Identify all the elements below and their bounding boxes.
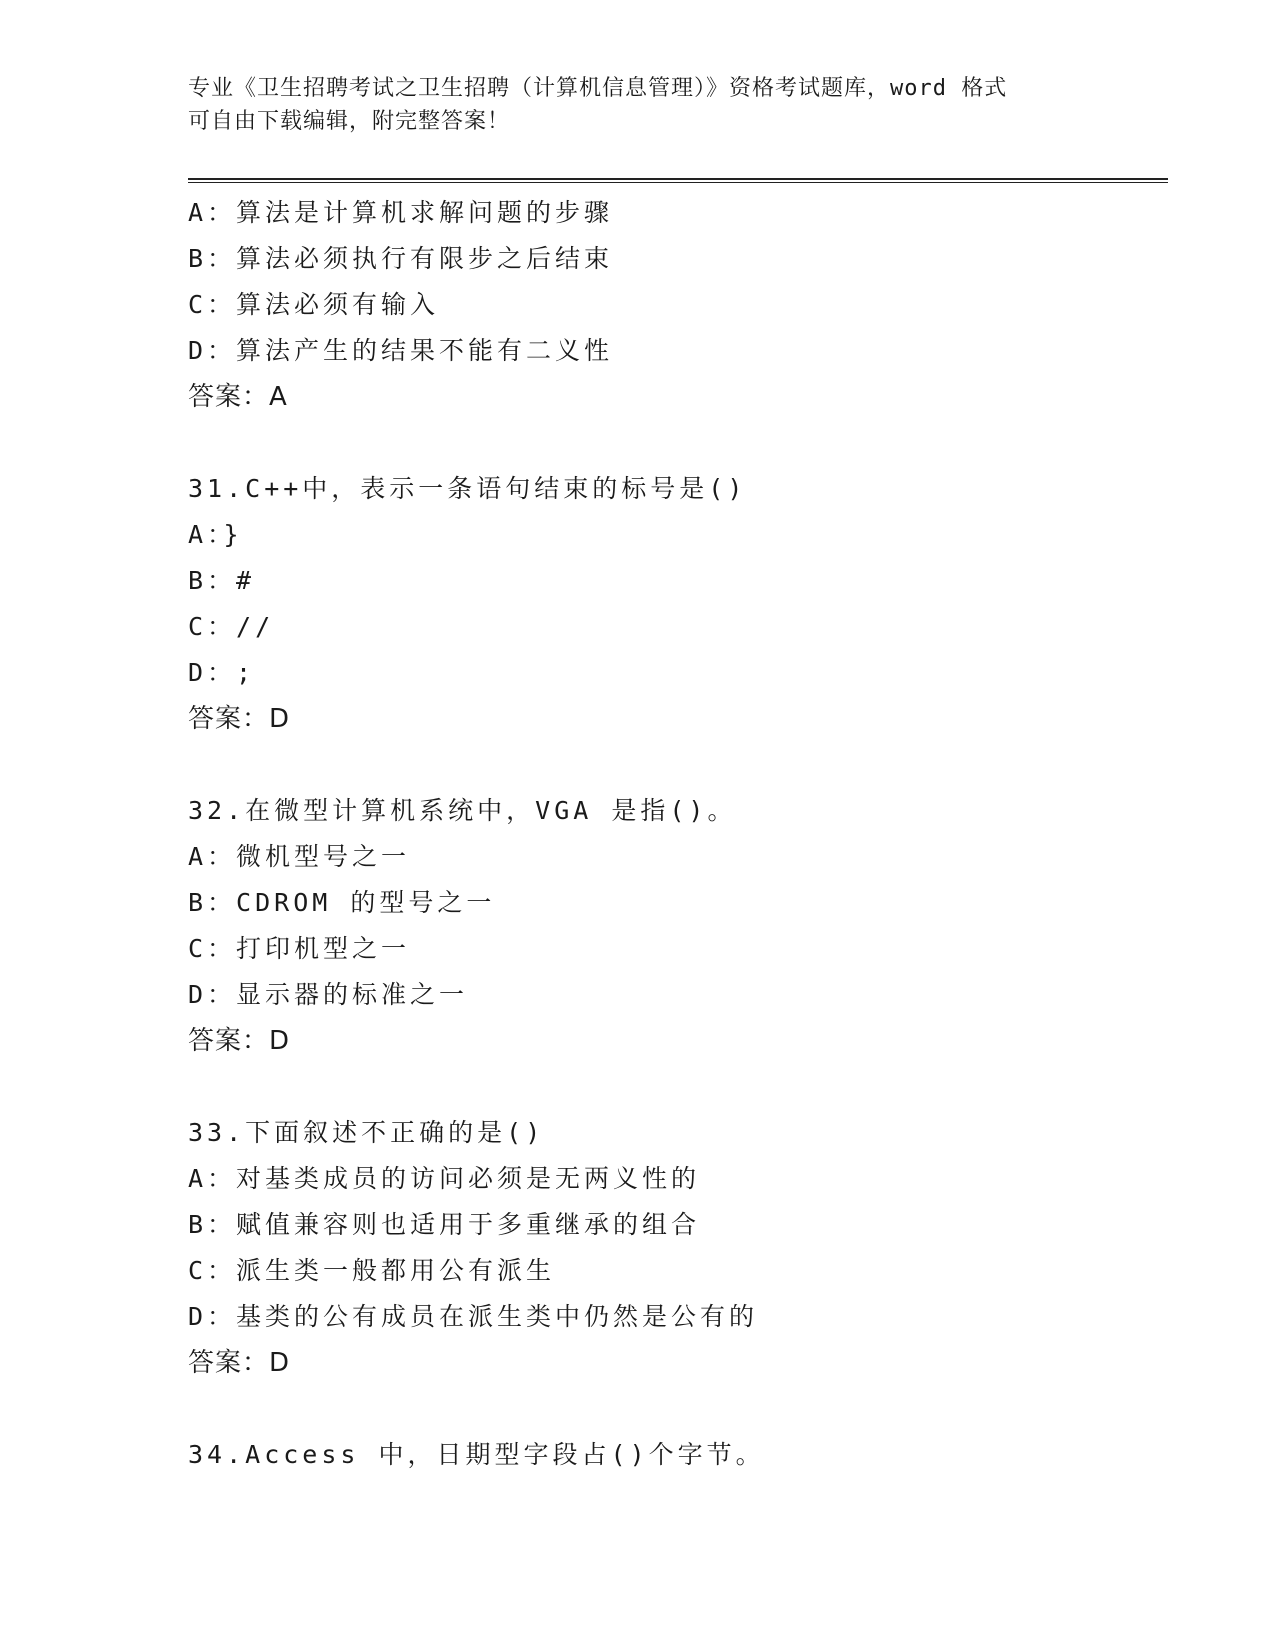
question-block <box>188 190 1168 420</box>
question-block <box>188 466 1168 742</box>
option-b: B：赋值兼容则也适用于多重继承的组合 <box>188 1210 701 1239</box>
option-a: A：算法是计算机求解问题的步骤 <box>188 198 614 227</box>
option-a: A：对基类成员的访问必须是无两义性的 <box>188 1164 701 1193</box>
option-d: D：显示器的标准之一 <box>188 980 469 1009</box>
header-line-1: 专业《卫生招聘考试之卫生招聘（计算机信息管理）》资格考试题库，word 格式 <box>188 76 1008 101</box>
question-list <box>188 190 1168 1478</box>
answer-line: 答案：D <box>188 1026 291 1056</box>
spacer <box>188 1064 1168 1110</box>
question-block <box>188 1110 1168 1386</box>
question-text: 34.Access 中，日期型字段占()个字节。 <box>188 1440 765 1469</box>
spacer <box>188 420 1168 466</box>
header-line-2: 可自由下载编辑，附完整答案！ <box>188 109 511 134</box>
question-block <box>188 1432 1168 1478</box>
option-d: D：算法产生的结果不能有二义性 <box>188 336 614 365</box>
spacer <box>188 742 1168 788</box>
option-a: A：} <box>188 520 243 549</box>
option-c: C：打印机型之一 <box>188 934 411 963</box>
question-text: 31.C++中，表示一条语句结束的标号是() <box>188 474 747 503</box>
option-c: C：派生类一般都用公有派生 <box>188 1256 556 1285</box>
answer-line: 答案：D <box>188 704 291 734</box>
option-b: B：# <box>188 566 256 595</box>
option-b: B：算法必须执行有限步之后结束 <box>188 244 614 273</box>
answer-line: 答案：D <box>188 1348 291 1378</box>
option-c: C：算法必须有输入 <box>188 290 440 319</box>
option-b: B：CDROM 的型号之一 <box>188 888 496 917</box>
document-header <box>188 72 1088 138</box>
option-a: A：微机型号之一 <box>188 842 411 871</box>
option-d: D：基类的公有成员在派生类中仍然是公有的 <box>188 1302 759 1331</box>
option-c: C：// <box>188 612 275 641</box>
question-text: 33.下面叙述不正确的是() <box>188 1118 545 1147</box>
header-divider <box>188 178 1168 183</box>
question-text: 32.在微型计算机系统中，VGA 是指()。 <box>188 796 737 825</box>
answer-line: 答案：A <box>188 382 288 412</box>
spacer <box>188 1386 1168 1432</box>
option-d: D：; <box>188 658 256 687</box>
question-block <box>188 788 1168 1064</box>
